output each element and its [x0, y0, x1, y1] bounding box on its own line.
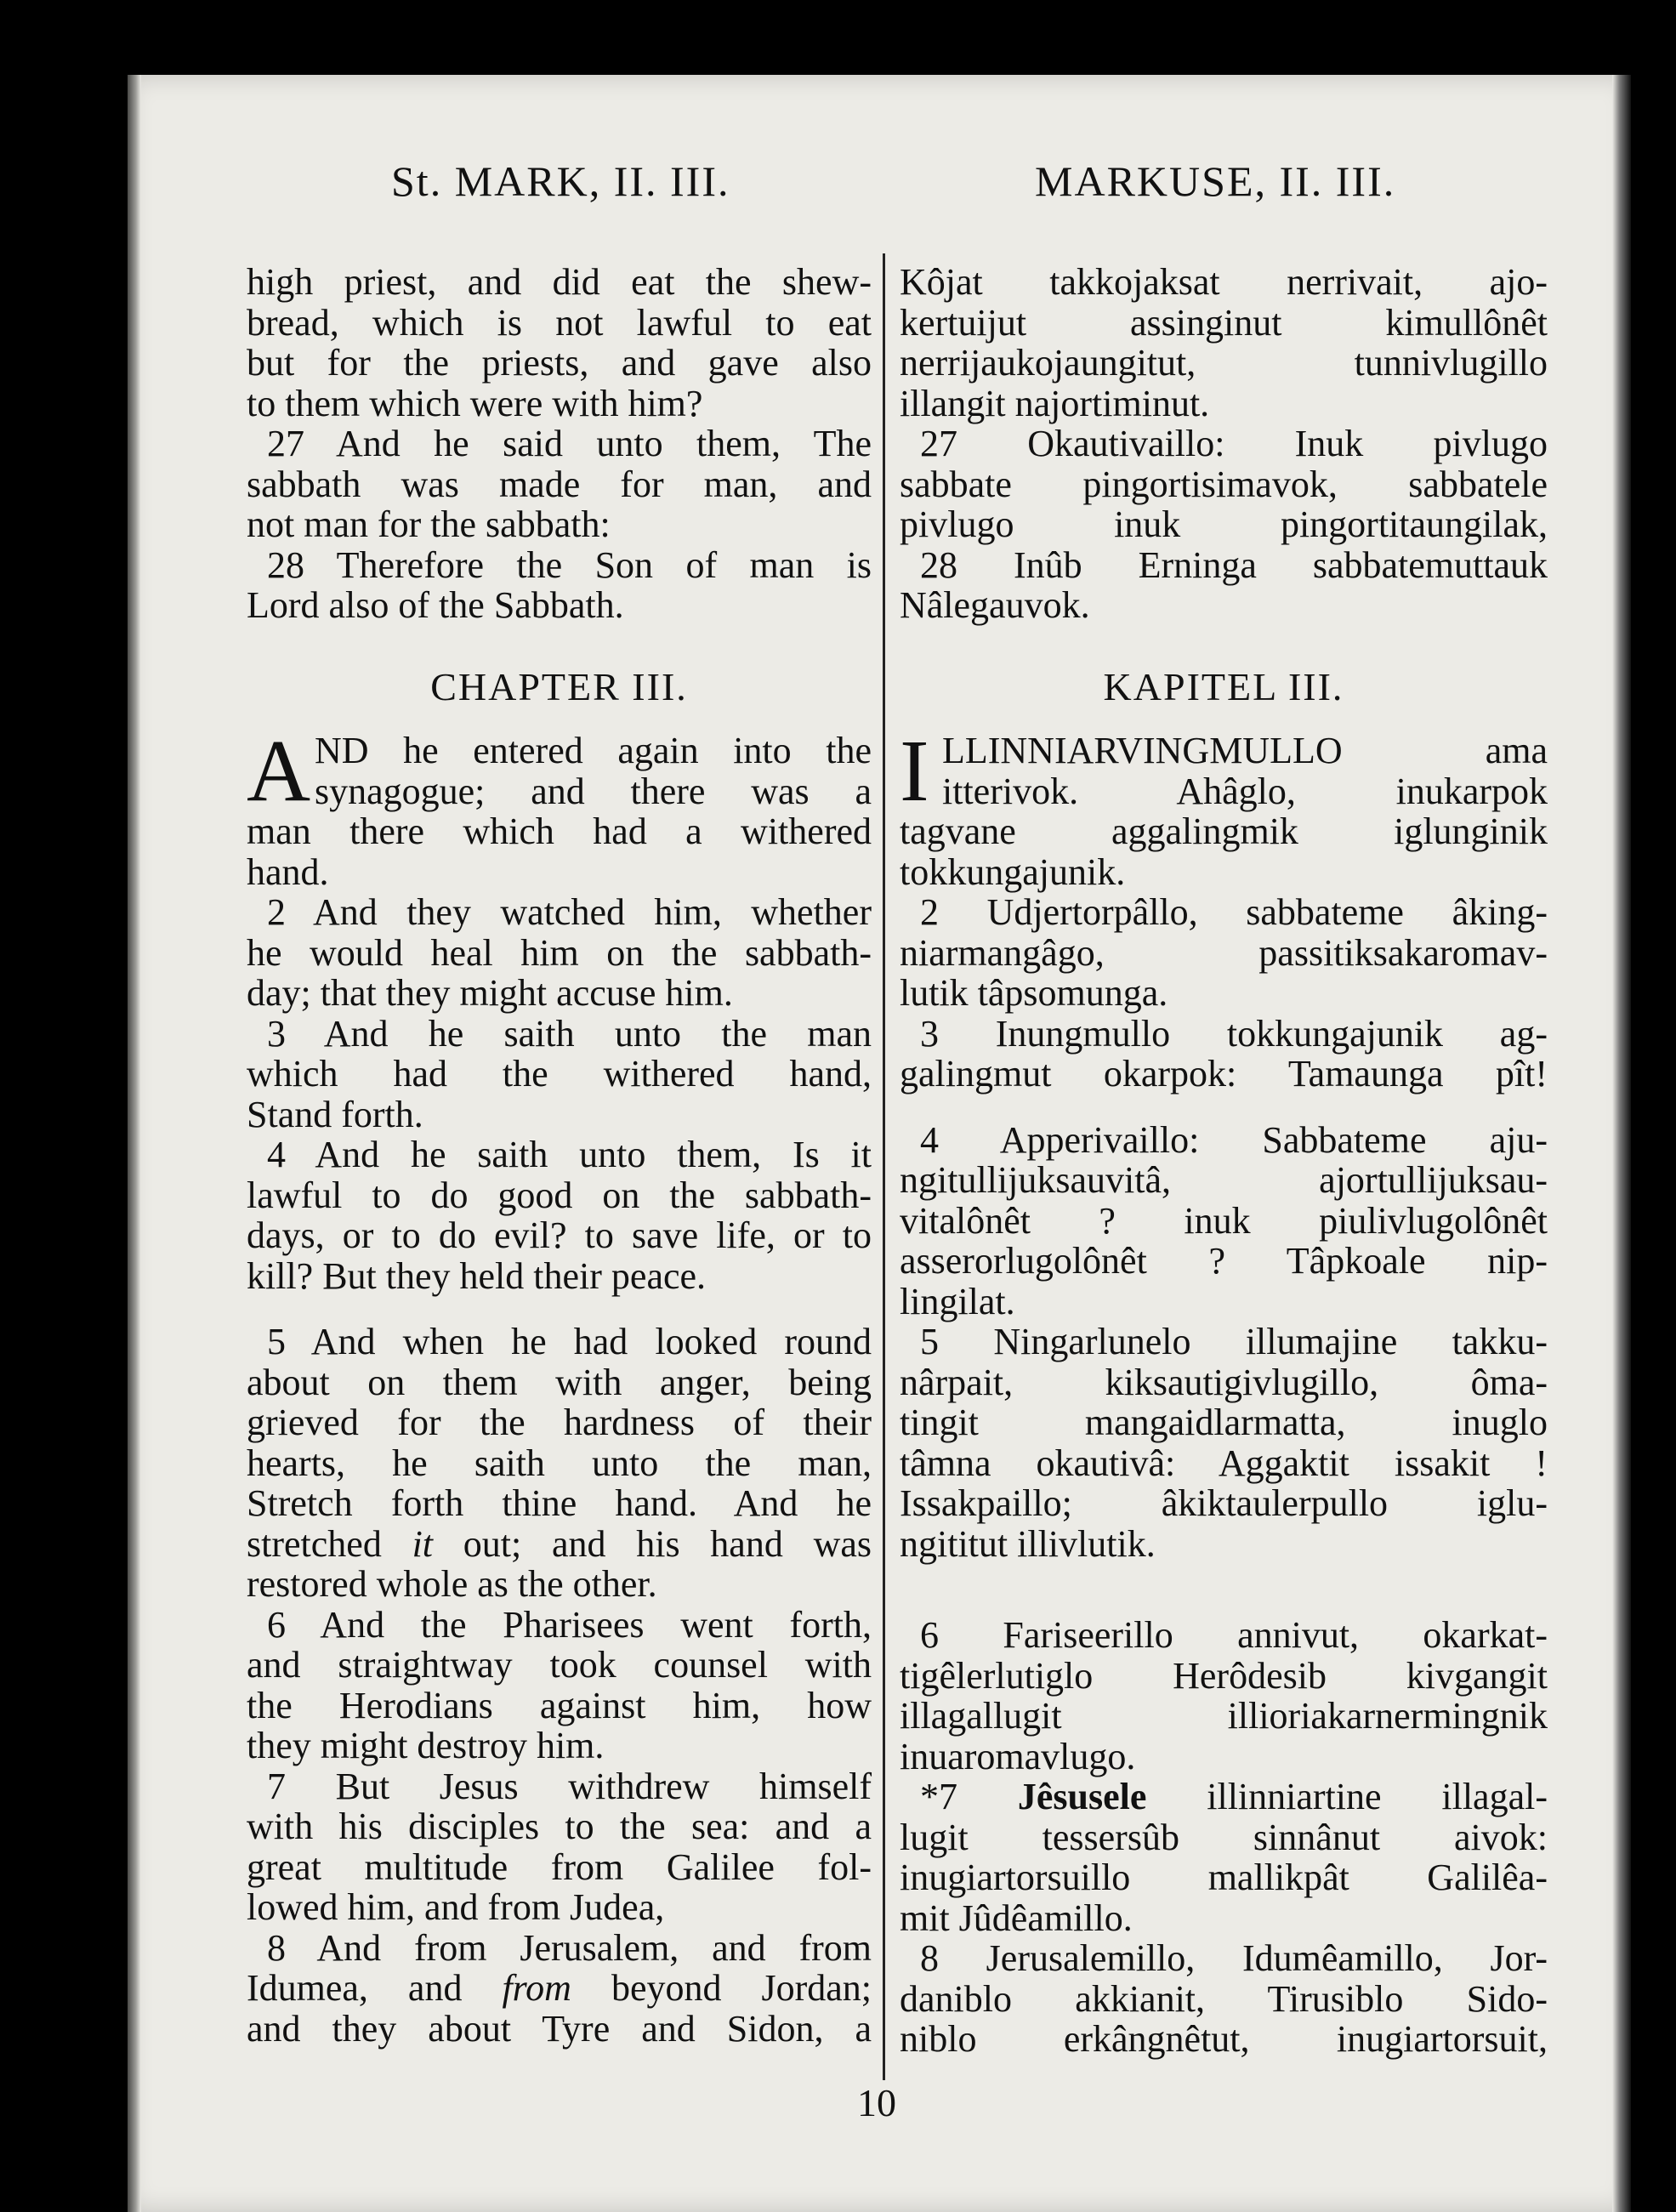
text-line: he would heal him on the sabbath- [247, 931, 872, 974]
chapter-heading: KAPITEL III. [1103, 664, 1344, 708]
verse-line: 4 And he saith unto them, Is it [267, 1134, 872, 1175]
inuktitut-column [900, 262, 1548, 2060]
text-line: LLINNIARVINGMULLO ama [942, 730, 1548, 771]
text-line: high priest, and did eat the shew- [247, 261, 872, 303]
text-line: grieved for the hardness of their [247, 1402, 872, 1443]
text-line: inugiartorsuillo mallikpât Galilêa- [900, 1857, 1548, 1898]
verse-line: 6 Fariseerillo annivut, okarkat- [920, 1614, 1548, 1656]
text-line: tingit mangaidlarmatta, inuglo [900, 1402, 1548, 1443]
text-line: to them which were with him? [247, 382, 703, 424]
intro-verses [247, 262, 872, 626]
bold-name: Jêsusele [1017, 1776, 1147, 1817]
verse-line: 2 And they watched him, whether [267, 891, 872, 933]
english-column [247, 262, 872, 2049]
text-line: bread, which is not lawful to eat [247, 301, 872, 344]
text-line: niarmangâgo, passitiksakaromav- [900, 931, 1548, 974]
text-line: Stretch forth thine hand. And he [247, 1482, 872, 1524]
italic-word: it [412, 1522, 434, 1565]
verse-line: 8 And from Jerusalem, and from [267, 1926, 872, 1969]
text-line: ngititut illivlutik. [900, 1522, 1156, 1565]
text-line: and straightway took counsel with [247, 1644, 872, 1686]
text-line: with his disciples to the sea: and a [247, 1805, 872, 1847]
drop-cap: I [900, 722, 929, 820]
text-line: lawful to do good on the sabbath- [247, 1174, 872, 1216]
text-fragment: out; and his hand was [433, 1522, 872, 1565]
text-line: tokkungajunik. [900, 850, 1126, 893]
text-line: Lord also of the Sabbath. [247, 584, 624, 626]
italic-word: from [502, 1967, 571, 2009]
verse-line: 6 And the Pharisees went forth, [267, 1603, 872, 1646]
text-fragment: illinniartine illagal- [1146, 1776, 1548, 1817]
text-line: lowed him, and from Judea, [247, 1886, 665, 1928]
text-line: ND he entered again into the [315, 730, 872, 771]
text-line: the Herodians against him, how [247, 1684, 872, 1726]
text-line: man there which had a withered [247, 810, 872, 852]
text-line: and they about Tyre and Sidon, a [247, 2007, 872, 2050]
text-line: not man for the sabbath: [247, 503, 611, 545]
text-line: asserorlugolônêt ? Tâpkoale nip- [900, 1240, 1548, 1282]
column-divider [883, 253, 885, 2080]
text-line: galingmut okarpok: Tamaunga pît! [900, 1053, 1548, 1095]
text-line: kertuijut assinginut kimullônêt [900, 301, 1548, 344]
text-line: kill? But they held their peace. [247, 1254, 707, 1297]
page-edge-left [128, 75, 141, 2212]
page-edge-right [1612, 75, 1631, 2212]
verse-line: 4 Apperivaillo: Sabbateme aju- [920, 1118, 1548, 1161]
text-line: lingilat. [900, 1280, 1015, 1322]
text-line: restored whole as the other. [247, 1563, 657, 1605]
verse-line: 2 Udjertorpâllo, sabbateme âking- [920, 891, 1548, 933]
page-number: 10 [857, 2081, 896, 2124]
text-line: Stand forth. [247, 1093, 423, 1135]
text-line: nerrijaukojaungitut, tunnivlugillo [900, 342, 1548, 384]
text-line: nârpait, kiksautigivlugillo, ôma- [900, 1361, 1548, 1403]
text-line: tagvane aggalingmik iglunginik [900, 810, 1548, 852]
verse-line: 28 Inûb Erninga sabbatemuttauk [920, 543, 1548, 586]
text-line: lutik tâpsomunga. [900, 972, 1168, 1014]
book-page [128, 75, 1631, 2212]
text-line: synagogue; and there was a [315, 770, 872, 812]
text-fragment: Idumea, and [247, 1967, 503, 2009]
text-line: about on them with anger, being [247, 1361, 872, 1403]
text-line: vitalônêt ? inuk piulivlugolônêt [900, 1199, 1548, 1242]
text-line: days, or to do evil? to save life, or to [247, 1214, 872, 1256]
text-line: tâmna okautivâ: Aggaktit issakit ! [900, 1441, 1548, 1484]
text-line: daniblo akkianit, Tirusiblo Sido- [900, 1977, 1548, 2020]
drop-cap: A [247, 722, 311, 820]
verse-line-with-bold [900, 1777, 1548, 1817]
text-line: itterivok. Ahâglo, inukarpok [942, 770, 1548, 812]
text-line: but for the priests, and gave also [247, 342, 872, 384]
verse-line: 5 Ningarlunelo illumajine takku- [920, 1321, 1548, 1362]
text-line: lugit tessersûb sinnânut aivok: [900, 1816, 1548, 1858]
verse-line: 28 Therefore the Son of man is [267, 543, 872, 586]
text-fragment: beyond Jordan; [571, 1967, 872, 2009]
text-line: illagallugit illioriakarnermingnik [900, 1695, 1548, 1737]
running-header-english: St. MARK, II. III. [391, 157, 730, 205]
text-line: great multitude from Galilee fol- [247, 1845, 872, 1888]
intro-verses [900, 262, 1548, 626]
verse-gap [900, 1564, 1548, 1615]
text-line: mit Jûdêamillo. [900, 1896, 1133, 1939]
text-line: day; that they might accuse him. [247, 972, 733, 1014]
chapter-heading: CHAPTER III. [430, 664, 688, 708]
text-line: Nâlegauvok. [900, 584, 1090, 626]
text-line: illangit najortiminut. [900, 382, 1210, 424]
text-line: inuaromavlugo. [900, 1735, 1136, 1777]
text-line: hearts, he saith unto the man, [247, 1441, 872, 1484]
text-line-with-italic [247, 1524, 872, 1565]
text-line: Issakpaillo; âkiktaulerpullo iglu- [900, 1482, 1548, 1524]
text-line: tigêlerlutiglo Herôdesib kivgangit [900, 1654, 1548, 1697]
text-fragment: stretched [247, 1522, 412, 1565]
running-header-inuktitut: MARKUSE, II. III. [1035, 157, 1396, 205]
verse-gap [900, 1095, 1548, 1120]
text-line: they might destroy him. [247, 1725, 605, 1766]
text-line-with-italic [247, 1968, 872, 2009]
text-line: pivlugo inuk pingortitaungilak, [900, 503, 1548, 545]
verse-line: 27 Okautivaillo: Inuk pivlugo [920, 423, 1548, 464]
verse-line: 27 And he said unto them, The [267, 423, 872, 464]
drop-cap-paragraph [900, 722, 1548, 820]
verse-line: 3 And he saith unto the man [267, 1012, 872, 1055]
text-line: sabbath was made for man, and [247, 463, 872, 505]
verse-gap [247, 1296, 872, 1322]
text-line: hand. [247, 850, 329, 893]
text-fragment: *7 [920, 1776, 1018, 1817]
text-line: niblo erkângnêtut, inugiartorsuit, [900, 2018, 1548, 2060]
text-line: Kôjat takkojaksat nerrivait, ajo- [900, 261, 1548, 303]
text-line: ngitullijuksauvitâ, ajortullijuksau- [900, 1159, 1548, 1201]
text-line: sabbate pingortisimavok, sabbatele [900, 463, 1548, 505]
verse-line: 7 But Jesus withdrew himself [267, 1765, 872, 1807]
verse-line: 8 Jerusalemillo, Idumêamillo, Jor- [920, 1937, 1548, 1979]
verse-line: 5 And when he had looked round [267, 1321, 872, 1362]
drop-cap-paragraph [247, 722, 872, 820]
verse-line: 3 Inungmullo tokkungajunik ag- [920, 1012, 1548, 1055]
text-line: which had the withered hand, [247, 1053, 872, 1095]
